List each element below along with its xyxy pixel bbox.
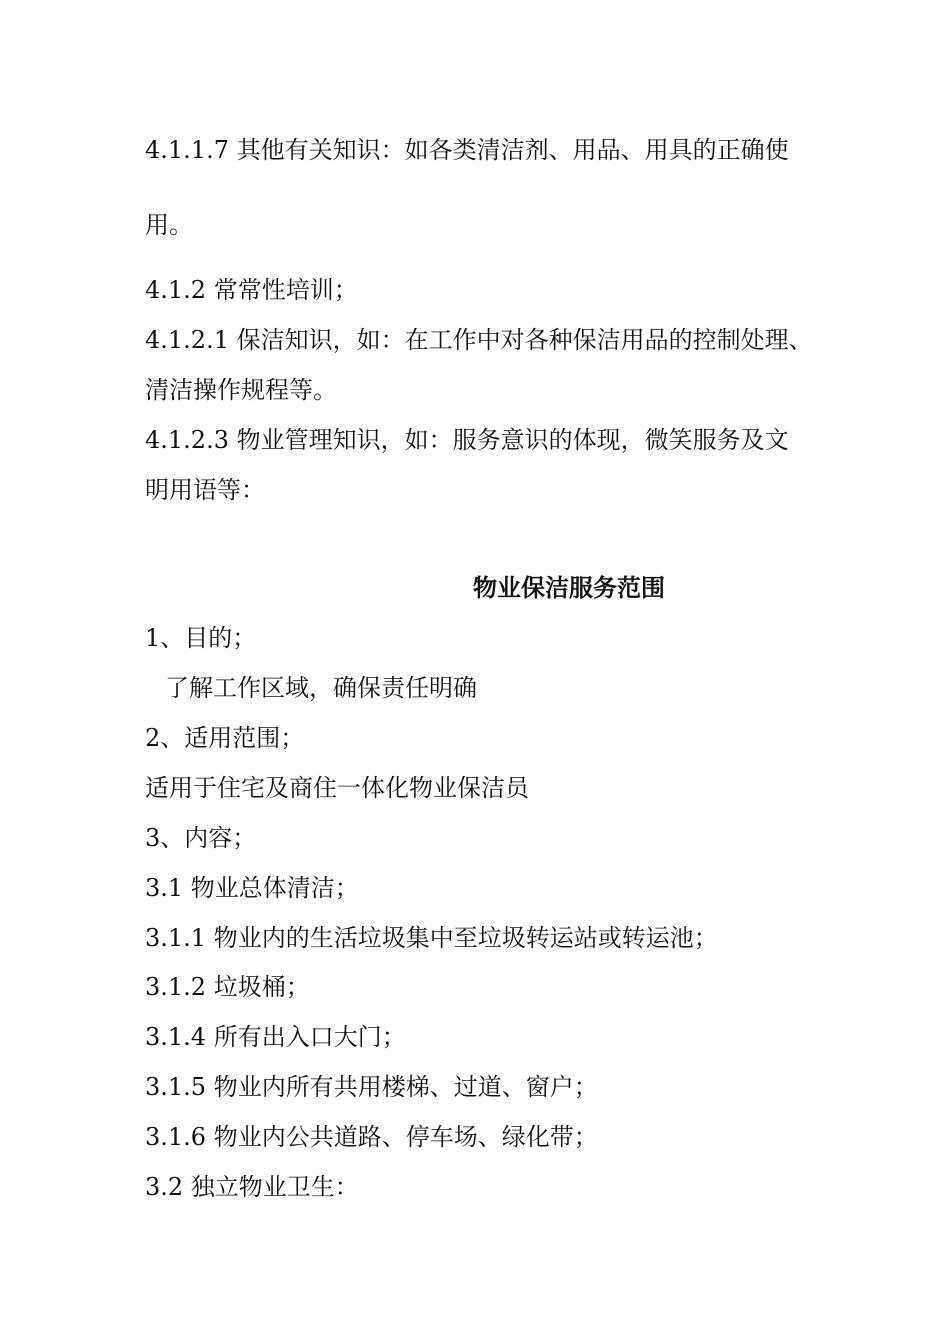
item-purpose-text: 了解工作区域，确保责任明确: [165, 674, 477, 702]
paragraph-4-1-2-3-line2: 明用语等：: [145, 476, 265, 504]
item-3-1-6: 3.1.6 物业内公共道路、停车场、绿化带；: [145, 1123, 598, 1151]
item-3-1-5: 3.1.5 物业内所有共用楼梯、过道、窗户；: [145, 1073, 598, 1101]
paragraph-4-1-2: 4.1.2 常常性培训；: [145, 276, 358, 304]
item-purpose-heading: 1、目的；: [145, 624, 257, 652]
paragraph-4-1-2-1-line1: 4.1.2.1 保洁知识，如：在工作中对各种保洁用品的控制处理、: [145, 326, 813, 354]
item-3-1: 3.1 物业总体清洁；: [145, 874, 359, 902]
item-3-2: 3.2 独立物业卫生：: [145, 1173, 359, 1201]
section-title: 物业保洁服务范围: [473, 573, 665, 602]
item-scope-text: 适用于住宅及商住一体化物业保洁员: [145, 774, 529, 802]
paragraph-4-1-2-1-line2: 清洁操作规程等。: [145, 376, 337, 404]
item-3-1-2: 3.1.2 垃圾桶；: [145, 973, 310, 1001]
paragraph-4-1-1-7-line1: 4.1.1.7 其他有关知识：如各类清洁剂、用品、用具的正确使: [145, 136, 789, 164]
item-content-heading: 3、内容；: [145, 824, 257, 852]
paragraph-4-1-1-7-line2: 用。: [145, 211, 193, 239]
item-scope-heading: 2、适用范围；: [145, 724, 305, 752]
paragraph-4-1-2-3-line1: 4.1.2.3 物业管理知识，如：服务意识的体现，微笑服务及文: [145, 426, 789, 454]
item-3-1-4: 3.1.4 所有出入口大门；: [145, 1023, 406, 1051]
item-3-1-1: 3.1.1 物业内的生活垃圾集中至垃圾转运站或转运池；: [145, 924, 718, 952]
